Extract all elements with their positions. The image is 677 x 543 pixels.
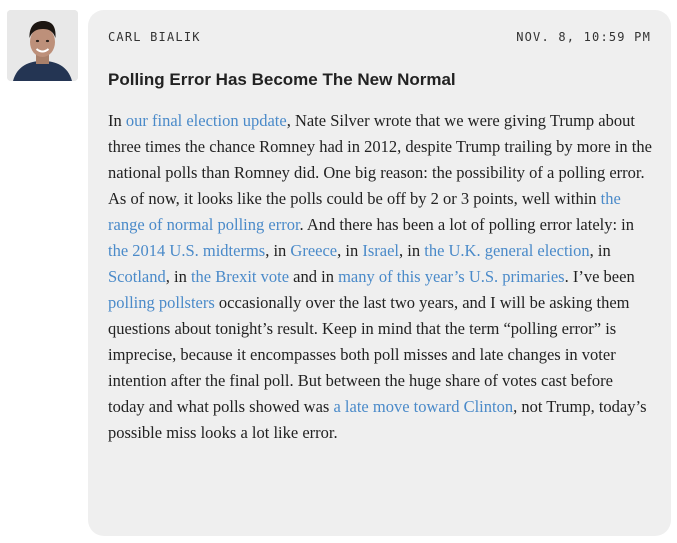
body-text: , not Trump, today’s possible miss looks a lot like error.: [108, 397, 647, 442]
link-polling-pollsters[interactable]: polling pollsters: [108, 293, 215, 312]
link-greece[interactable]: Greece: [290, 241, 338, 260]
link-late-move-clinton[interactable]: a late move toward Clinton: [333, 397, 514, 416]
link-brexit-vote[interactable]: the Brexit vote: [190, 267, 290, 286]
body-text: occasionally over the last two years, and I will be asking them questions about tonight’s result. Keep in mind that the term “polling error” is imprecise, because it encompasses both poll misses and late changes in voter intention after the final poll. But between the huge share of votes cast before today and what polls showed was: [108, 293, 630, 416]
link-israel[interactable]: Israel: [362, 241, 400, 260]
body-text: and in: [289, 267, 339, 286]
body-text: , in: [265, 241, 291, 260]
body-text: , in: [337, 241, 363, 260]
link-2014-midterms[interactable]: the 2014 U.S. midterms: [108, 241, 266, 260]
link-normal-polling-error[interactable]: the range of normal polling error: [108, 189, 621, 234]
entry-meta: [108, 30, 651, 46]
link-us-primaries[interactable]: many of this year’s U.S. primaries: [338, 267, 565, 286]
author-photo-icon: [7, 10, 78, 81]
body-text: . And there has been a lot of polling error lately: in: [299, 215, 635, 234]
entry-body: [108, 108, 653, 446]
body-text: , in: [589, 241, 611, 260]
link-scotland[interactable]: Scotland: [108, 267, 166, 286]
author-name[interactable]: CARL BIALIK: [108, 30, 201, 44]
entry-timestamp: NOV. 8, 10:59 PM: [516, 30, 651, 44]
body-text: . I’ve been: [564, 267, 635, 286]
body-text: In: [108, 111, 126, 130]
entry-title: Polling Error Has Become The New Normal: [108, 70, 456, 89]
body-text: , Nate Silver wrote that we were giving Trump about three times the chance Romney had in 2012, despite Trump trailing by more in the national polls than Romney did. One big reason: the possibility of a polling error. As of now, it looks like the polls could be off by 2 or 3 points, well within: [108, 111, 652, 208]
body-text: , in: [165, 267, 191, 286]
link-final-election-update[interactable]: our final election update: [125, 111, 287, 130]
liveblog-entry-card: [88, 10, 671, 536]
link-uk-general-election[interactable]: the U.K. general election: [424, 241, 590, 260]
body-text: , in: [399, 241, 425, 260]
author-avatar: [7, 10, 78, 81]
